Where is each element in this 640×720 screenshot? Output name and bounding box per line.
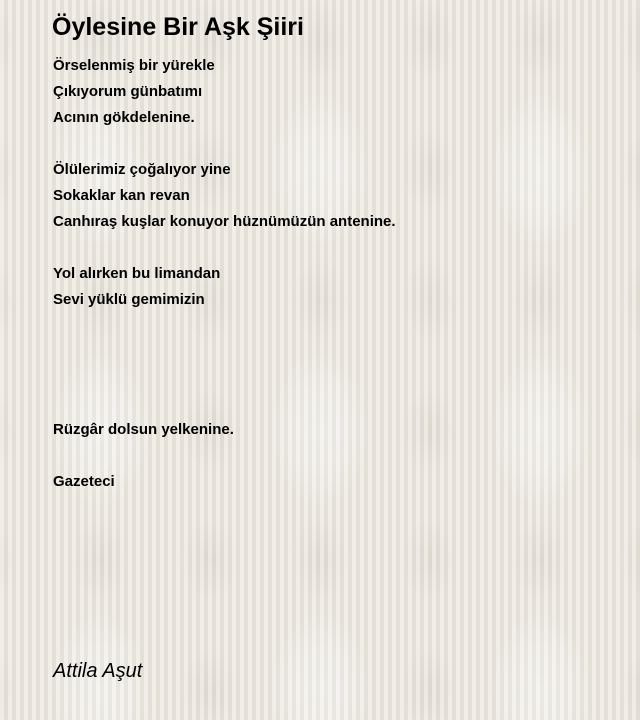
poem-line: Sevi yüklü gemimizin: [53, 291, 205, 308]
stanza-3: [53, 261, 613, 313]
poem-line: Canhıraş kuşlar konuyor hüznümüzün antenine.: [53, 213, 396, 230]
poem-line: Yol alırken bu limandan: [53, 265, 221, 282]
stanza-1: [53, 53, 613, 131]
poem-body: [53, 53, 613, 521]
stanza-5: [53, 469, 613, 495]
poem-line: Rüzgâr dolsun yelkenine.: [53, 421, 234, 438]
poem-line: Örselenmiş bir yürekle: [53, 57, 215, 74]
stanza-2: [53, 157, 613, 235]
poem-line: Sokaklar kan revan: [53, 187, 190, 204]
poem-line: Gazeteci: [53, 473, 115, 490]
poem-line: Çıkıyorum günbatımı: [53, 83, 203, 100]
poem-title: Öylesine Bir Aşk Şiiri: [52, 13, 304, 41]
stanza-4: [53, 417, 613, 443]
poem-line: Acının gökdelenine.: [53, 109, 195, 126]
poem-line: Ölülerimiz çoğalıyor yine: [53, 161, 231, 178]
poem-author: Attila Aşut: [53, 660, 143, 682]
